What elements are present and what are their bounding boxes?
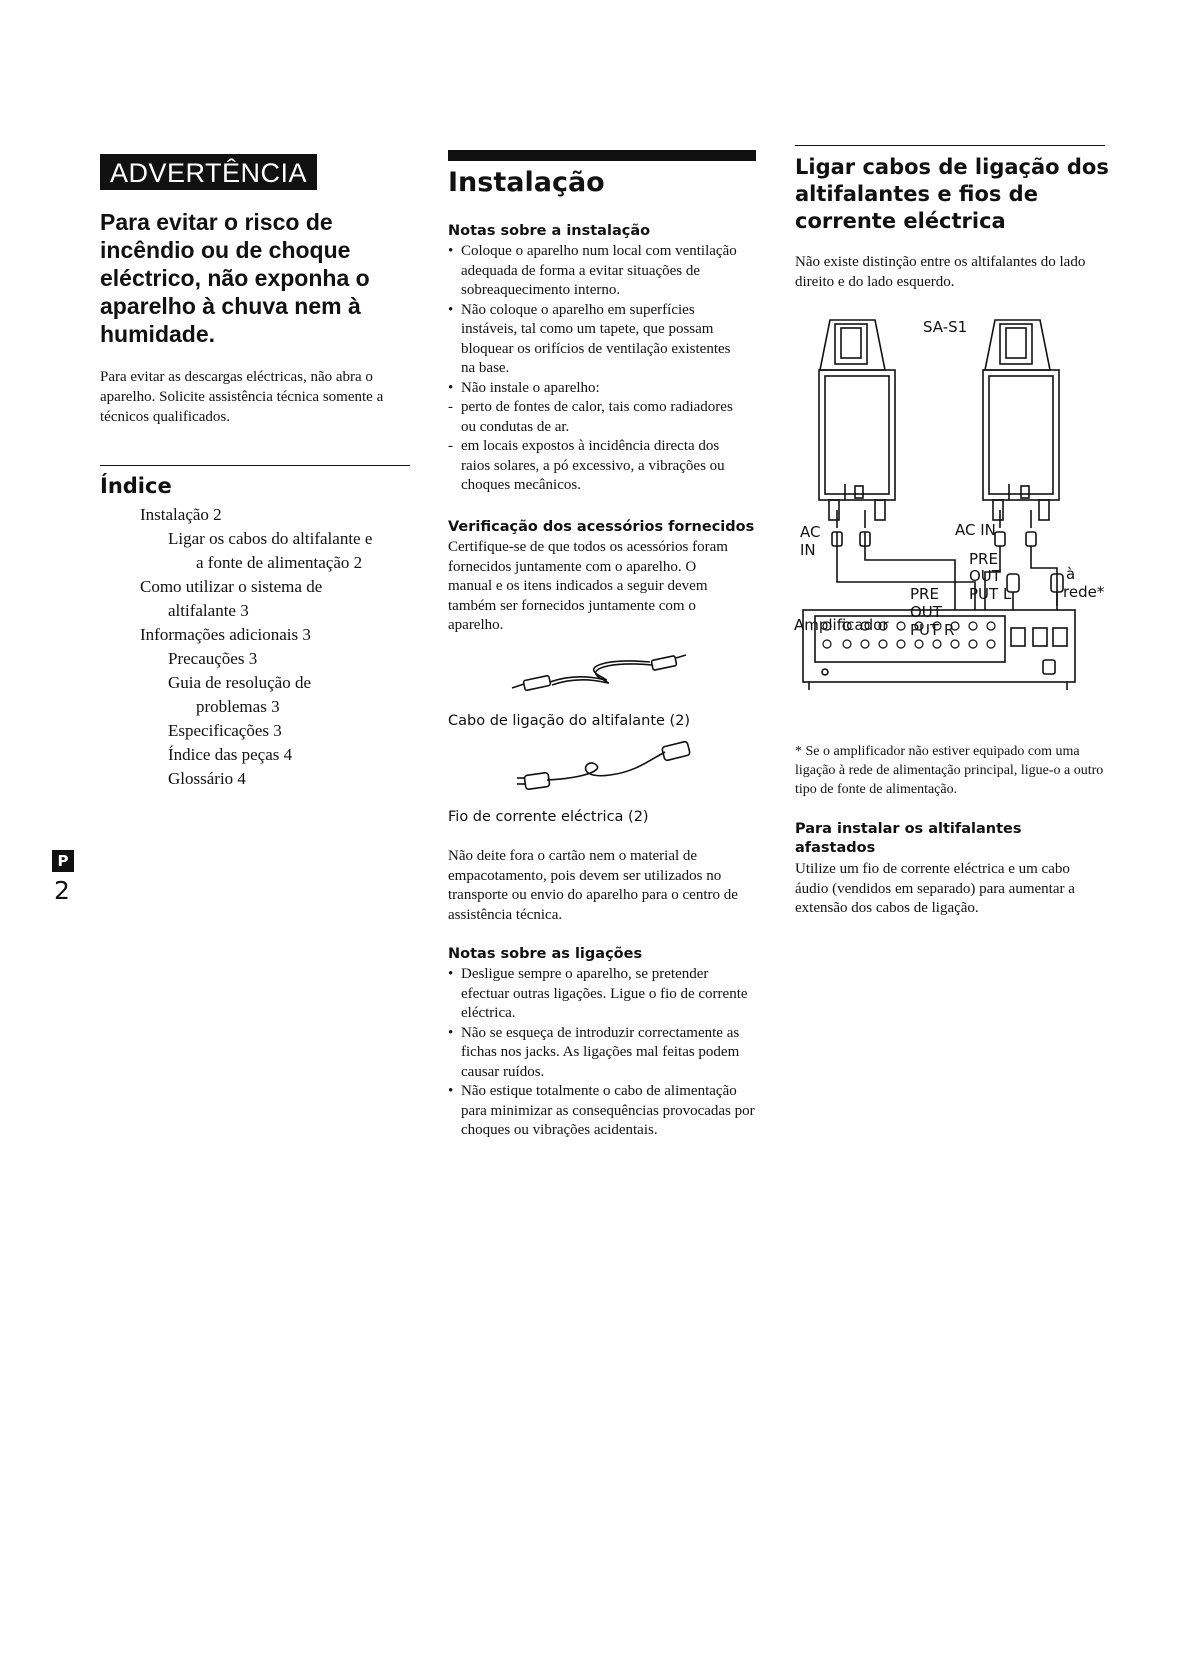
pre-out-l-label: PRE [910,585,939,603]
toc-entry: Instalação 2 [140,505,222,524]
connections-heading: Notas sobre as ligações [448,946,643,962]
page-number: 2 [54,876,70,905]
toc-entry: problemas 3 [196,697,280,716]
packaging-text: Não deite fora o cartão nem o material de empacotamento, pois devem ser utilizados no transporte ou envio do aparelho para o centro de assistência técnica. [448,848,738,923]
list-item: • Não instale o aparelho: [448,379,748,399]
list-item: - em locais expostos à incidência directa dos raios solares, a pó excessivo, a vibrações ou choques mecânicos. [448,437,748,496]
notes-heading: Notas sobre a instalação [448,223,651,239]
section-bar [448,150,756,161]
toc-entry: a fonte de alimentação 2 [196,553,363,572]
pre-out-r-label: PUT R [910,621,955,639]
connection-diagram [795,310,1105,730]
accessories-text: Certifique-se de que todos os acessórios foram fornecidos juntamente com o aparelho. O manual e os itens indicados a seguir devem também ser fornecidos juntamente com o aparelho. [448,539,728,633]
ac-in-left-label: AC [800,523,821,541]
list-item: • Desligue sempre o aparelho, se pretender efectuar outras ligações. Ligue o fio de corrente eléctrica. [448,965,758,1024]
amplifier-label: Amplificador [794,616,889,634]
toc-entry: Ligar os cabos do altifalante e [168,529,373,548]
mains-label: rede* [1063,583,1105,601]
toc-entry: Especificações 3 [168,721,282,740]
ac-in-left-label: IN [800,541,816,559]
warning-body: Para evitar as descargas eléctricas, não abra o aparelho. Solicite assistência técnica somente a técnicos qualificados. [100,369,384,425]
accessories-heading: Verificação dos acessórios fornecidos [448,519,755,535]
right-speaker [983,320,1059,520]
index-divider [100,465,410,466]
toc-entry: Guia de resolução de [168,673,312,692]
connections-notes-list [448,965,758,1141]
speaker-cable-caption: Cabo de ligação do altifalante (2) [448,713,691,729]
power-cord-caption: Fio de corrente eléctrica (2) [448,809,649,825]
list-item: • Não coloque o aparelho em superfícies instáveis, tal como um tapete, que possam bloquear os orifícios de ventilação existentes na base. [448,301,748,379]
toc-entry: Glossário 4 [168,769,246,788]
list-item: • Não se esqueça de introduzir correctamente as fichas nos jacks. As ligações mal feitas podem causar ruídos. [448,1024,758,1083]
list-item: • Não estique totalmente o cabo de alimentação para minimizar as consequências provocadas por choques ou vibrações acidentais. [448,1082,758,1141]
pre-out-r-label: OUT [910,603,942,621]
pre-out-right-label: PRE [969,550,998,568]
installation-notes-list [448,242,748,496]
far-speakers-text: Utilize um fio de corrente eléctrica e um cabo áudio (vendidos em separado) para aumentar a extensão dos cabos de ligação. [795,861,1075,916]
list-item: • Coloque o aparelho num local com ventilação adequada de forma a evitar situações de sobreaquecimento interno. [448,242,748,301]
section-title: Instalação [448,167,605,198]
pre-out-right-label: OUT [969,567,1001,585]
toc-entry: Como utilizar o sistema de [140,577,323,596]
model-label: SA-S1 [923,318,968,336]
index-title: Índice [100,474,172,498]
mains-label: à [1066,565,1076,583]
ac-in-right-label: AC IN [955,521,996,539]
toc-entry: Índice das peças 4 [168,745,293,764]
warning-heading: Para evitar o risco de incêndio ou de choque eléctrico, não exponha o aparelho à chuva nem à humidade. [100,209,370,347]
power-cord-illustration [515,740,700,798]
footnote: * Se o amplificador não estiver equipado com uma ligação à rede de alimentação principal, ligue-o a outro tipo de fonte de alimentação. [795,744,1104,797]
language-badge: P [52,850,74,872]
toc-entry: Precauções 3 [168,649,258,668]
section-divider [795,145,1105,146]
connect-title: Ligar cabos de ligação dos altifalantes e fios de corrente eléctrica [795,155,1109,233]
pre-out-l-label: PUT L [969,585,1012,603]
toc-entry: Informações adicionais 3 [140,625,311,644]
left-speaker [819,320,895,520]
speaker-cable-illustration [510,648,690,698]
toc-entry: altifalante 3 [168,601,249,620]
connect-intro: Não existe distinção entre os altifalantes do lado direito e do lado esquerdo. [795,254,1086,290]
far-speakers-heading: Para instalar os altifalantes afastados [795,821,1022,856]
list-item: - perto de fontes de calor, tais como radiadores ou condutas de ar. [448,398,748,437]
warning-banner: ADVERTÊNCIA [100,154,317,190]
